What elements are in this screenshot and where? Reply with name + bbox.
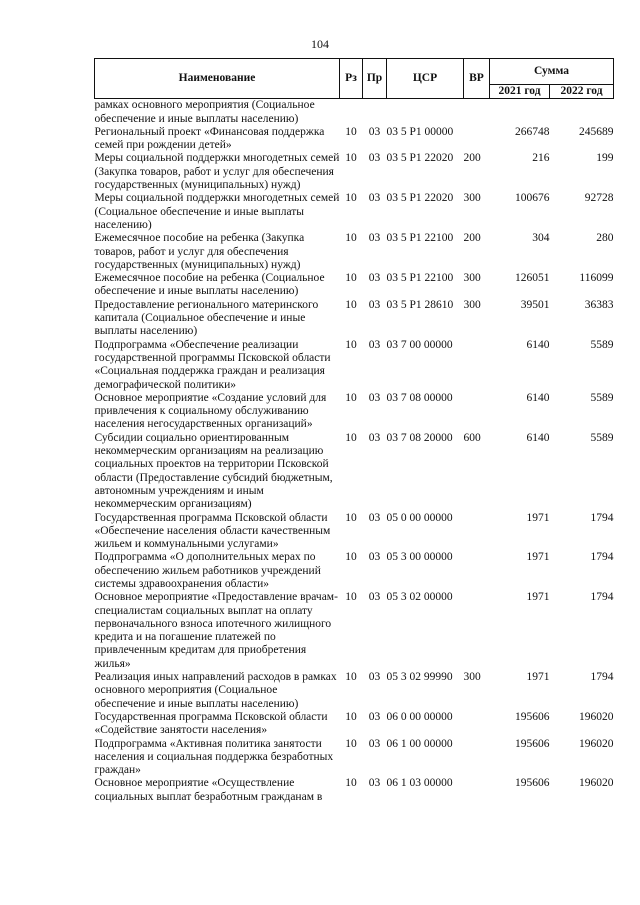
cell-s2: 1794 [590, 591, 614, 604]
cell-s1: 195606 [515, 710, 550, 723]
cell-pr: 03 [368, 431, 381, 444]
cell-vr [464, 126, 490, 153]
cell-pr: 03 [368, 152, 381, 165]
cell-csr: 03 5 P1 22100 [386, 272, 454, 285]
cell-name: Субсидии социально ориентированным некоммерческим организациям на реализацию социальных проектов на территории Псковской области (Предоставление субсидий бюджетным, автономным учреждениям и иным некоммерческим организациям) [94, 431, 333, 511]
cell-name: Предоставление регионального материнского капитала (Социальное обеспечение и иные выплаты населению) [94, 298, 319, 338]
cell-pr [363, 99, 387, 126]
cell-s1: 6140 [526, 431, 550, 444]
cell-pr: 03 [368, 272, 381, 285]
cell-csr: 06 1 03 00000 [386, 777, 453, 790]
cell-vr [464, 711, 490, 738]
header-year-2021: 2021 год [490, 85, 550, 99]
cell-rz: 10 [345, 391, 357, 404]
cell-pr: 03 [368, 192, 381, 205]
cell-rz: 10 [345, 232, 357, 245]
cell-vr [464, 591, 490, 671]
cell-s1: 216 [532, 152, 550, 165]
cell-csr: 05 0 00 00000 [386, 511, 453, 524]
cell-rz: 10 [345, 338, 357, 351]
cell-pr: 03 [368, 591, 381, 604]
cell-csr: 05 3 02 00000 [386, 591, 453, 604]
cell-pr: 03 [368, 777, 381, 790]
cell-pr: 03 [368, 710, 381, 723]
cell-name: Основное мероприятие «Осуществление социальных выплат безработным гражданам в [94, 777, 323, 803]
cell-name: рамках основного мероприятия (Социальное обеспечение и иные выплаты населению) [94, 99, 315, 125]
cell-pr: 03 [368, 338, 381, 351]
cell-name: Государственная программа Псковской области «Обеспечение населения области качественным жильем и коммунальными услугами» [94, 511, 331, 551]
cell-vr: 300 [463, 298, 481, 311]
cell-s1: 6140 [526, 391, 550, 404]
cell-csr [387, 99, 464, 126]
cell-s2: 196020 [579, 710, 614, 723]
table-row [95, 591, 614, 671]
header-csr: ЦСР [387, 59, 464, 99]
cell-s2: 116099 [579, 272, 614, 285]
cell-name: Подпрограмма «Обеспечение реализации государственной программы Псковской области «Социальная поддержка граждан и реализация демографической политики» [94, 338, 331, 391]
cell-csr: 06 1 00 00000 [386, 737, 453, 750]
table-row [95, 272, 614, 299]
cell-csr: 03 5 P1 22020 [386, 192, 454, 205]
cell-s1: 195606 [515, 777, 550, 790]
table-row [95, 551, 614, 591]
cell-name: Реализация иных направлений расходов в рамках основного мероприятия (Социальное обеспечение и иные выплаты населению) [94, 671, 337, 710]
table-row [95, 99, 614, 126]
cell-csr: 03 5 P1 28610 [386, 298, 454, 311]
cell-csr: 06 0 00 00000 [386, 710, 453, 723]
cell-rz: 10 [345, 737, 357, 750]
cell-s2 [550, 99, 614, 126]
cell-s2: 196020 [579, 737, 614, 750]
header-sum: Сумма [490, 59, 614, 85]
table-row [95, 738, 614, 778]
cell-rz: 10 [345, 511, 357, 524]
cell-s1: 195606 [515, 737, 550, 750]
cell-vr [464, 512, 490, 552]
cell-s2: 5589 [590, 431, 614, 444]
cell-vr [464, 392, 490, 432]
cell-s2: 92728 [584, 192, 614, 205]
cell-s2: 280 [596, 232, 614, 245]
cell-vr: 300 [463, 671, 481, 684]
cell-csr: 05 3 02 99990 [386, 671, 453, 684]
cell-name: Меры социальной поддержки многодетных семей (Закупка товаров, работ и услуг для обеспечения государственных (муниципальных) нужд) [94, 152, 340, 192]
cell-s1 [490, 99, 550, 126]
cell-rz: 10 [345, 152, 357, 165]
cell-rz: 10 [345, 710, 357, 723]
cell-s1: 266748 [515, 125, 550, 138]
table-row [95, 512, 614, 552]
cell-s2: 1794 [590, 511, 614, 524]
cell-vr: 300 [463, 192, 481, 205]
cell-s1: 100676 [515, 192, 550, 205]
cell-csr: 03 5 P1 22100 [386, 232, 454, 245]
cell-vr [464, 738, 490, 778]
cell-rz: 10 [345, 551, 357, 564]
table-row [95, 192, 614, 232]
cell-rz: 10 [345, 125, 357, 138]
header-name: Наименование [95, 59, 340, 99]
table-row [95, 339, 614, 392]
table-row [95, 671, 614, 711]
cell-csr: 03 7 08 20000 [386, 431, 453, 444]
cell-s1: 1971 [526, 591, 550, 604]
cell-name: Меры социальной поддержки многодетных семей (Социальное обеспечение и иные выплаты населению) [94, 192, 340, 231]
header-pr: Пр [363, 59, 387, 99]
cell-rz: 10 [345, 192, 357, 205]
cell-s1: 1971 [526, 671, 550, 684]
cell-name: Ежемесячное пособие на ребенка (Социальное обеспечение и иные выплаты населению) [94, 272, 325, 298]
cell-s2: 1794 [590, 551, 614, 564]
cell-pr: 03 [368, 511, 381, 524]
cell-rz: 10 [345, 591, 357, 604]
header-rz: Рз [340, 59, 363, 99]
cell-pr: 03 [368, 232, 381, 245]
cell-csr: 03 5 P1 00000 [386, 125, 454, 138]
cell-pr: 03 [368, 551, 381, 564]
budget-table [94, 58, 614, 804]
cell-name: Ежемесячное пособие на ребенка (Закупка товаров, работ и услуг для обеспечения государственных (муниципальных) нужд) [94, 232, 305, 271]
cell-name: Основное мероприятие «Предоставление врачам-специалистам социальных выплат на оплату первоначального взноса ипотечного жилищного кредита и на погашение платежей по привлеченным кредитам для приобретения жилья» [94, 591, 338, 670]
cell-csr: 03 5 P1 22020 [386, 152, 454, 165]
cell-s2: 196020 [579, 777, 614, 790]
cell-vr [464, 99, 490, 126]
cell-vr [464, 339, 490, 392]
cell-vr: 200 [463, 232, 481, 245]
cell-csr: 03 7 08 00000 [386, 391, 453, 404]
cell-vr [464, 551, 490, 591]
table-row [95, 232, 614, 272]
cell-csr: 05 3 00 00000 [386, 551, 453, 564]
cell-csr: 03 7 00 00000 [386, 338, 453, 351]
table-row [95, 711, 614, 738]
cell-rz: 10 [345, 431, 357, 444]
cell-s2: 36383 [584, 298, 614, 311]
cell-rz: 10 [345, 298, 357, 311]
cell-name: Подпрограмма «Активная политика занятости населения и социальная поддержка безработных граждан» [94, 737, 334, 777]
cell-name: Основное мероприятие «Создание условий для привлечения к социальному обслуживанию населения негосударственных организаций» [94, 391, 327, 431]
cell-name: Государственная программа Псковской области «Содействие занятости населения» [94, 710, 328, 737]
cell-rz [340, 99, 363, 126]
table-row [95, 777, 614, 804]
cell-s2: 1794 [590, 671, 614, 684]
cell-vr: 600 [463, 431, 481, 444]
cell-pr: 03 [368, 298, 381, 311]
cell-vr: 300 [463, 272, 481, 285]
header-vr: ВР [464, 59, 490, 99]
cell-s1: 304 [532, 232, 550, 245]
cell-s1: 6140 [526, 338, 550, 351]
cell-s1: 39501 [520, 298, 550, 311]
table-row [95, 432, 614, 512]
page-number: 104 [311, 37, 329, 51]
cell-pr: 03 [368, 391, 381, 404]
cell-s2: 199 [596, 152, 614, 165]
cell-rz: 10 [345, 272, 357, 285]
cell-pr: 03 [368, 737, 381, 750]
cell-s1: 1971 [526, 551, 550, 564]
cell-rz: 10 [345, 671, 357, 684]
cell-name: Региональный проект «Финансовая поддержка семей при рождении детей» [94, 125, 325, 152]
cell-name: Подпрограмма «О дополнительных мерах по обеспечению жильем работников учреждений системы здравоохранения области» [94, 551, 321, 590]
table-row [95, 392, 614, 432]
cell-pr: 03 [368, 671, 381, 684]
table-row [95, 299, 614, 339]
cell-vr: 200 [463, 152, 481, 165]
cell-s1: 126051 [515, 272, 550, 285]
table-row [95, 126, 614, 153]
cell-s2: 5589 [590, 391, 614, 404]
cell-rz: 10 [345, 777, 357, 790]
header-year-2022: 2022 год [550, 85, 614, 99]
cell-vr [464, 777, 490, 804]
cell-pr: 03 [368, 125, 381, 138]
cell-s1: 1971 [526, 511, 550, 524]
cell-s2: 5589 [590, 338, 614, 351]
table-row [95, 152, 614, 192]
cell-s2: 245689 [579, 125, 614, 138]
